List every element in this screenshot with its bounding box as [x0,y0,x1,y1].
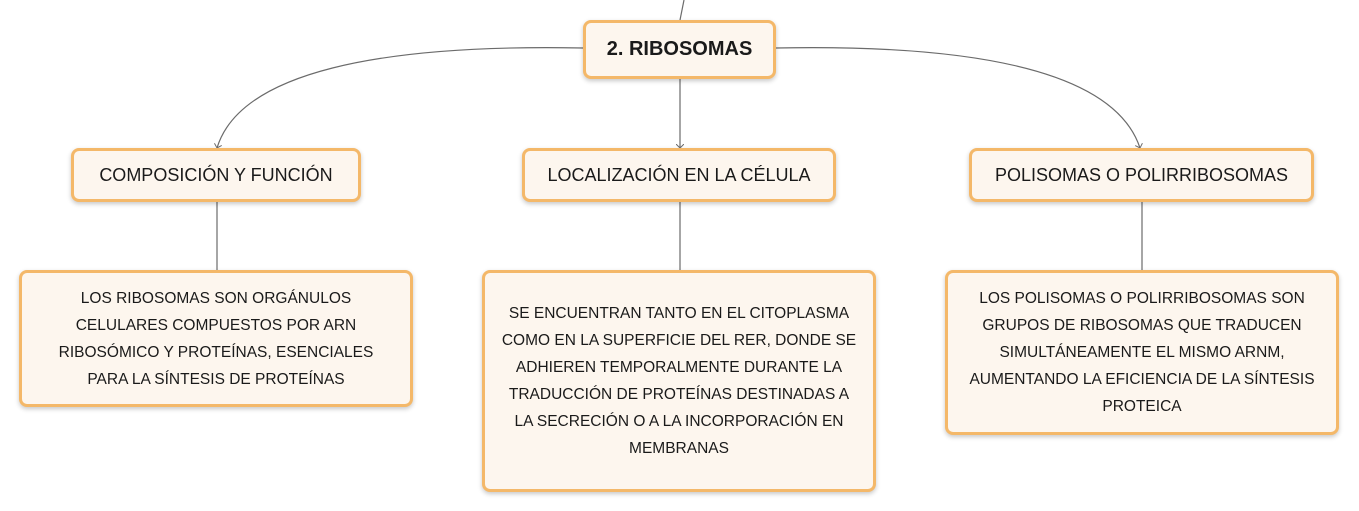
topic-node-composicion-label: COMPOSICIÓN Y FUNCIÓN [99,164,333,185]
detail-node-localizacion-text: SE ENCUENTRAN TANTO EN EL CITOPLASMA COMO EN LA SUPERFICIE DEL RER, DONDE SE ADHIEREN TEMPORALMENTE DURANTE LA TRADUCCIÓN DE PROTEÍNAS DESTINADAS A LA SECRECIÓN O A LA INCORPORACIÓN EN MEMBRANAS [501,305,857,457]
root-node[interactable] [583,20,776,79]
detail-node-polisomas-text: LOS POLISOMAS O POLIRRIBOSOMAS SON GRUPOS DE RIBOSOMAS QUE TRADUCEN SIMULTÁNEAMENTE EL MISMO ARNM, AUMENTANDO LA EFICIENCIA DE LA SÍNTESIS PROTEICA [969,290,1315,415]
topic-node-localizacion[interactable] [522,148,836,202]
topic-node-localizacion-label: LOCALIZACIÓN EN LA CÉLULA [547,164,811,185]
root-node-label: 2. RIBOSOMAS [606,38,753,60]
detail-node-polisomas[interactable] [945,270,1339,435]
connector-root-to-composicion [217,48,583,148]
connector-parent-to-root [680,0,684,20]
detail-node-localizacion[interactable] [482,270,876,492]
topic-node-polisomas[interactable] [969,148,1314,202]
topic-node-polisomas-label: POLISOMAS O POLIRRIBOSOMAS [994,164,1289,185]
detail-node-composicion[interactable] [19,270,413,407]
detail-node-composicion-text: LOS RIBOSOMAS SON ORGÁNULOS CELULARES COMPUESTOS POR ARN RIBOSÓMICO Y PROTEÍNAS, ESENCIALES PARA LA SÍNTESIS DE PROTEÍNAS [58,289,374,388]
connector-root-to-polisomas [776,48,1140,148]
topic-node-composicion[interactable] [71,148,361,202]
